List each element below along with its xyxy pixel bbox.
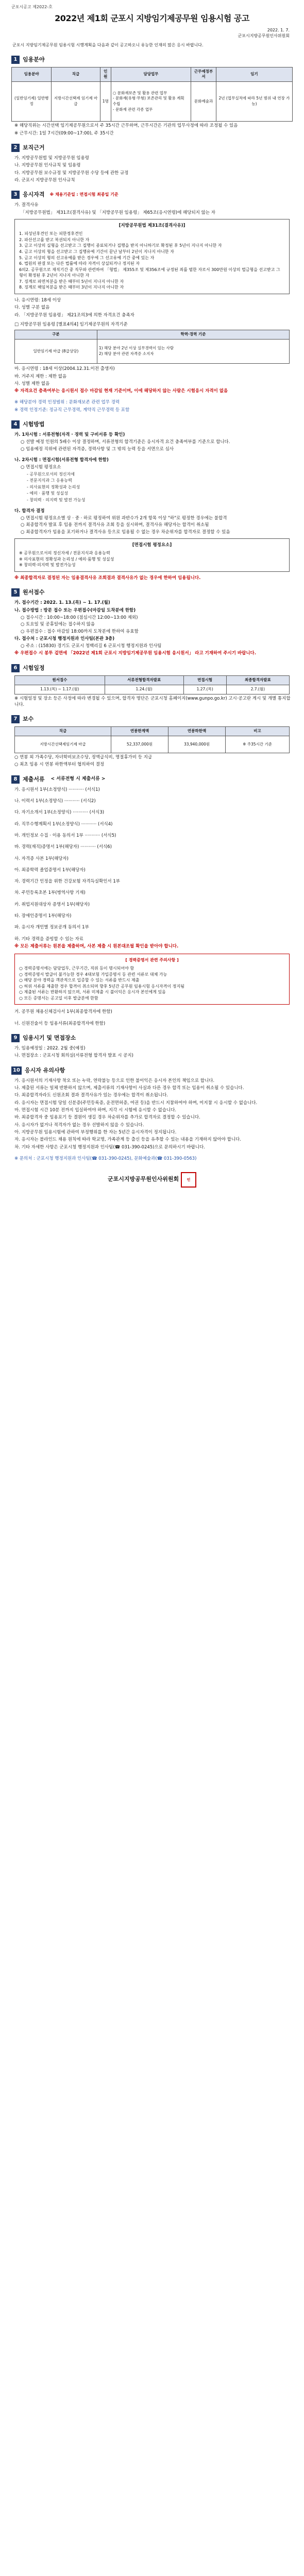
- td: 1) 해당 분야 2년 이상 실무경력이 있는 사람 2) 해당 분야 관련 자격증 소지자: [97, 340, 289, 364]
- td: 1명: [100, 82, 111, 122]
- td: 지방시간선택제 임기제 마급: [52, 82, 100, 122]
- list-item: 나. 면접장소 : 군포시청 회의실(서류전형 합격자 발표 시 공지): [14, 1053, 133, 1059]
- list-item: ○ 선발 예정 인원의 5배수 이상 결정하며, 서류전형의 합격기준은 응시자격 요건 충족여부를 기준으로 합니다.: [21, 439, 230, 445]
- list-item: 하. 기타 경력을 증빙할 수 있는 자료: [14, 936, 83, 942]
- red-note: ※ 최종합격자로 결정된 자는 임용결격사유 조회결과 결격사유가 없는 경우에 한하여 임용됩니다.: [14, 575, 201, 581]
- list-item: 가. 응시원서 1부(소정양식) ··········· (서식1): [14, 787, 100, 792]
- list-item: 가. 결격사유: [14, 202, 39, 208]
- td: 1.27.(목): [183, 685, 226, 694]
- list-item: ○ 우편접수 : 접수 마감일 18:00까지 도착분에 한하여 유효함: [21, 629, 139, 634]
- section-6: [11, 664, 293, 708]
- list-item: ○ 면접시험 평정요소별 상 · 중 · 하로 평정하여 위원 과반수가 2개 항목 이상 "하"로 평정한 경우에는 불합격: [21, 515, 227, 521]
- section-number: 1: [11, 56, 20, 64]
- section-1-header: [11, 56, 293, 64]
- box-line: 4. 금고 이상의 형을 선고받고 그 집행유예 기간이 끝난 날부터 2년이 지나지 아니한 자: [19, 249, 174, 254]
- section-6-header: [11, 664, 293, 672]
- section-2: [11, 144, 293, 183]
- list-item: 사. 성별 제한 없음: [14, 381, 50, 386]
- note: ○ 최초 임용 시 연봉 하한액부터 협의하여 결정: [14, 762, 105, 768]
- list-item: 가. 응시원서의 기재사항 착오 또는 누락, 연락불능 등으로 인한 불이익은 응시자 본인의 책임으로 합니다.: [14, 1078, 215, 1083]
- th: 연봉한계액: [111, 727, 168, 736]
- list-item: 마. 응시연령 : 18세 이상(2004.12.31.이전 출생자): [14, 366, 115, 372]
- list-item: 바. 최종합격자 중 임용포기 등 결원이 생길 경우 차순위자를 추가로 합격자로 결정할 수 있습니다.: [14, 1115, 200, 1121]
- list-item: 「지방공무원법」 제31조(결격사유) 및 「지방공무원 임용령」 제65조(응시연령)에 해당되지 않는 자: [21, 210, 215, 215]
- list-item: 거. 공무원 채용신체검사서 1부(최종합격자에 한함): [14, 1009, 112, 1015]
- list-item: 가. 임용예정일 : 2022. 2월 중(예정): [14, 1046, 86, 1052]
- list-item: 아. 지방공무원 임용시험에 관하여 부정행위를 한 자는 5년간 응시자격이 정지됩니다.: [14, 1129, 177, 1135]
- footer-sign-text: 군포시지방공무원인사위원회: [108, 1176, 179, 1183]
- notice-number: 군포시공고 제2022-호: [11, 5, 53, 9]
- list-item: 마. 면접시험 시간 10분 전까지 입실하여야 하며, 지각 시 시험에 응시할 수 없습니다.: [14, 1107, 177, 1113]
- list-item: 나. 2차시험 : 면접시험(서류전형 합격자에 한함): [14, 457, 109, 463]
- note: ○ 연봉 외 가족수당, 자녀학비보조수당, 정액급식비, 명절휴가비 등 지급: [14, 755, 153, 760]
- section-10: [11, 1066, 293, 1162]
- section-8: [11, 775, 293, 1027]
- list-item: ○ 면접시험 평정요소: [21, 465, 61, 470]
- section-number: 9: [11, 1034, 20, 1042]
- note: ※ 해당직위는 시간선택 임기제공무원으로서 주 35시간 근무하며, 근무시간은 기관의 업무사정에 따라 조정될 수 있음: [14, 123, 238, 129]
- td: 52,337,000원: [111, 736, 168, 753]
- list-item: 다. 지방공무원 보수규정 및 지방공무원 수당 등에 관한 규정: [14, 170, 129, 176]
- red-note: ※ 자격요건 충족여부는 응시원서 접수 마감일 현재 기준이며, 이에 해당하지 않는 사람은 시험응시 자격이 없음: [14, 388, 228, 394]
- notice-issuer: 군포시지방공무원인사위원회: [238, 33, 290, 39]
- section-3-header: [11, 191, 293, 199]
- list-item: ○ 토요일 및 공휴일에는 접수하지 않음: [21, 622, 95, 628]
- box-title: [지방공무원법 제31조(결격사유)]: [119, 223, 185, 228]
- section-number: 5: [11, 588, 20, 597]
- list-item: 나. 지방공무원 인사규칙 및 임용령: [14, 163, 81, 168]
- list-item: 가. 접수기간 : 2022. 1. 13.(목) ~ 1. 17.(월): [14, 600, 110, 606]
- th: 구분: [15, 330, 97, 340]
- footer-sign: [11, 1172, 293, 1188]
- box-line: ○ 모든 증명서는 공고일 이후 발급분에 한함: [19, 995, 98, 1001]
- list-item: 다. 최종합격자라도 신원조회 결과 결격사유가 있는 경우에는 합격이 취소됩니다.: [14, 1093, 168, 1098]
- disqualification-box: [14, 219, 290, 294]
- red-note: ※ 모든 제출서류는 원본을 제출하며, 사본 제출 시 원본대조필 확인을 받아야 합니다.: [14, 944, 179, 949]
- list-item: - 전문지식과 그 응용능력: [27, 478, 72, 483]
- th: 인원: [100, 67, 111, 82]
- section-number: 2: [11, 144, 20, 152]
- td: 지방시간선택제임기제 마급: [15, 736, 111, 753]
- section-3: [11, 191, 293, 413]
- list-item: ○ 최종합격자가 임용을 포기하거나 결격사유 등으로 임용될 수 없는 경우 차순위자를 합격자로 결정할 수 있음: [21, 529, 230, 535]
- section-1: [11, 56, 293, 137]
- box-line: 8. 징계로 해임처분을 받은 때부터 3년이 지나지 아니한 자: [19, 285, 124, 290]
- page-title: 2022년 제1회 군포시 지방임기제공무원 임용시험 공고: [55, 13, 249, 23]
- career-notice-box: [14, 954, 290, 1005]
- section-title: 시험일정: [23, 664, 45, 671]
- section-5-header: [11, 588, 293, 597]
- th: 연봉하한액: [168, 727, 226, 736]
- salary-table: [14, 726, 290, 753]
- section-title: 원서접수: [23, 589, 45, 596]
- box-line: ○ 허위 서류를 제출한 경우 합격이 취소되며 향후 5년간 공무원 임용시험 응시자격이 정지됨: [19, 984, 184, 989]
- section-subtitle: < 서류전형 시 제출서류 >: [50, 776, 106, 782]
- contact-note: ※ 문의처 : 군포시청 행정지원과 인사팀(☎ 031-390-0245), 문화예술과(☎ 031-390-0563): [14, 1156, 197, 1161]
- note: ※ 해당분야 경력 인정범위 : 문화재보존 관련 업무 경력: [14, 400, 120, 405]
- box-line: 6. 법원의 판결 또는 다른 법률에 따라 자격이 상실되거나 정지된 자: [19, 261, 140, 266]
- section-7-header: [11, 715, 293, 723]
- td: 1.24.(월): [105, 685, 183, 694]
- list-item: 바. 거주지 제한 : 제한 없음: [14, 374, 67, 379]
- section-number: 10: [11, 1066, 22, 1075]
- table-row: [12, 82, 293, 122]
- note: ※ 근무시간: 1일 7시간(09:00~17:00), 주 35시간: [14, 130, 114, 136]
- list-item: - 예의 · 품행 및 성실성: [27, 491, 68, 496]
- box-line: ○ 제출된 서류는 반환하지 않으며, 서류 미제출 시 불이익은 응시자 본인에게 있음: [19, 990, 166, 995]
- th: 학력·경력 기준: [97, 330, 289, 340]
- section-title: 보수: [23, 716, 34, 723]
- list-item: 바. 경력(재직)증명서 1부(해당자) ··········· (서식6): [14, 844, 112, 850]
- td: ○ 문화재보존 및 활용 관련 업무 - 문화재(유형·무형) 보존관리 및 활용 계획 수립 - 문화재 관련 각종 업무: [111, 82, 191, 122]
- official-seal-icon: 인: [181, 1172, 196, 1188]
- section-10-header: [11, 1066, 293, 1075]
- td: 문화예술과: [191, 82, 216, 122]
- recruitment-table: [11, 67, 293, 122]
- td: 1.13.(목) ~ 1.17.(월): [15, 685, 105, 694]
- th: 근무예정부서: [191, 67, 216, 82]
- box-line: ※ 의사표현의 정확성과 논리성 / 예의·품행 및 성실성: [19, 556, 114, 562]
- list-item: 자. 응시자는 블라인드 채용 원칙에 따라 학교명, 가족관계 등 출신 등을 유추할 수 있는 내용을 기재하지 않아야 합니다.: [14, 1137, 241, 1143]
- qualification-table: [14, 330, 290, 364]
- list-item: 파. 응시자 개인별 정보공개 동의서 1부: [14, 925, 89, 930]
- list-item: 너. 신원진술서 등 임용서류(최종합격자에 한함): [14, 1021, 106, 1026]
- list-item: 가. 1차시험 : 서류전형(자격 · 경력 및 구비서류 등 확인): [14, 432, 125, 438]
- note: ※ 경력 인정기준: 정규직 근무경력, 계약직 근무경력 등 포함: [14, 407, 130, 413]
- section-8-header: [11, 775, 293, 784]
- list-item: 자. 경력기간 인정을 위한 건강보험 자격득실확인서 1부: [14, 879, 120, 885]
- list-item: - 의사표현의 정확성과 논리성: [27, 484, 80, 489]
- section-number: 3: [11, 191, 20, 199]
- list-item: ○ 임용예정 직위에 관련된 자격증, 경력사항 및 그 밖의 능력 등을 서면으로 심사: [21, 446, 174, 452]
- section-9: [11, 1034, 293, 1059]
- th: 최종합격자발표: [226, 675, 289, 685]
- table-row: [15, 685, 290, 694]
- section-number: 4: [11, 420, 20, 429]
- section-4-header: [11, 420, 293, 429]
- box-line: 3. 금고 이상의 실형을 선고받고 그 집행이 종료되거나 집행을 받지 아니하기로 확정된 후 5년이 지나지 아니한 자: [19, 243, 222, 248]
- td: (일반임기제) 일반행정: [12, 82, 52, 122]
- box-line: ○ 경력증명서에는 담당업무, 근무기간, 직위 등이 명시되어야 함: [19, 965, 134, 971]
- section-number: 8: [11, 775, 20, 784]
- list-item: ○ 최종합격자 발표 후 임용 전까지 결격사유 조회 등을 실시하며, 결격사유 해당자는 합격이 취소됨: [21, 522, 209, 528]
- section-5: [11, 588, 293, 657]
- box-line: 5. 금고 이상의 형의 선고유예를 받은 경우에 그 선고유예 기간 중에 있는 자: [19, 255, 155, 260]
- list-item: 라. 직무수행계획서 1부(소정양식) ··········· (서식4): [14, 821, 113, 827]
- interview-box: [14, 538, 290, 572]
- section-number: 7: [11, 715, 20, 723]
- section-number: 6: [11, 664, 20, 672]
- td: 일반임기제 마급 (8급상당): [15, 340, 97, 364]
- notice-date: 2022. 1. 7.: [267, 27, 290, 32]
- red-note: ※ 우편접수 시 봉투 겉면에 「2022년 제1회 군포시 지방임기제공무원 임용시험 응시원서」 라고 기재하여 주시기 바랍니다.: [14, 651, 256, 656]
- box-line: 2. 파산선고를 받고 복권되지 아니한 자: [19, 237, 90, 242]
- th: 직급: [52, 67, 100, 82]
- section-title: 제출서류: [23, 775, 45, 783]
- box-line: ○ 경력증명서 발급이 불가능한 경우 4대보험 가입증명서 등 관련 서류로 대체 가능: [19, 972, 167, 977]
- box-line: 1. 피성년후견인 또는 피한정후견인: [19, 231, 83, 236]
- td: 2.7.(월): [226, 685, 289, 694]
- list-item: 다. 자기소개서 1부(소정양식) ··········· (서식3): [14, 810, 105, 816]
- list-item: 차. 기타 자세한 사항은 군포시청 행정지원과 인사팀(☎ 031-390-0245)으로 문의하시기 바랍니다.: [14, 1144, 205, 1150]
- list-item: ○ 접수시간 : 10:00~18:00 (점심시간 12:00~13:00 제외): [21, 615, 138, 620]
- list-item: 다. 성별 구분 없음: [14, 305, 50, 311]
- qualification-table-title: □ 지방공무원 임용령 [별표4의4] 임기제공무원의 자격기준: [14, 322, 128, 327]
- list-item: 사. 자격증 사본 1부(해당자): [14, 856, 69, 861]
- list-item: 라. 군포시 지방공무원 인사규칙: [14, 177, 75, 183]
- box-line: 7. 징계로 파면처분을 받은 때부터 5년이 지나지 아니한 자: [19, 279, 124, 284]
- list-item: 라. 응시자는 면접시험 당일 신분증(주민등록증, 운전면허증, 여권 등)을 반드시 지참하여야 하며, 미지참 시 응시할 수 없습니다.: [14, 1100, 258, 1106]
- box-title: [면접시험 평정요소]: [132, 542, 172, 548]
- th: 임기: [216, 67, 292, 82]
- intro-text: 군포시 지방임기제공무원 임용시험 시행계획을 다음과 같이 공고하오니 유능한 인재의 많은 응시 바랍니다.: [12, 42, 204, 47]
- box-title: [ 경력증명서 관련 주의사항 ]: [125, 958, 179, 963]
- td: 33,940,000원: [168, 736, 226, 753]
- box-line: ※ 공무원으로서의 정신자세 / 전문지식과 응용능력: [19, 551, 110, 556]
- section-title: 응시자격: [23, 191, 45, 198]
- list-item: 나. 접수방법 : 방문 접수 또는 우편접수(마감일 도착분에 한함): [14, 607, 136, 613]
- list-item: 아. 최종학력 졸업증명서 1부(해당자): [14, 867, 86, 873]
- th: 서류전형합격자발표: [105, 675, 183, 685]
- list-item: ○ 주소 : (15830) 경기도 군포시 청백리길 6 군포시청 행정지원과 인사팀: [21, 643, 162, 649]
- list-item: 다. 접수처 : 군포시청 행정지원과 인사팀(본관 3층): [14, 636, 115, 641]
- table-row: [15, 340, 290, 364]
- section-title: 임용시기 및 면접장소: [23, 1035, 76, 1042]
- list-item: - 창의력 · 의지력 및 발전 가능성: [27, 498, 86, 502]
- th: 비고: [226, 727, 290, 736]
- th: 임용분야: [12, 67, 52, 82]
- section-2-header: [11, 144, 293, 152]
- th: 직급: [15, 727, 111, 736]
- box-line: 6의2. 공무원으로 재직기간 중 직무와 관련하여 「형법」 제355조 및 제356조에 규정된 죄를 범한 자로서 300만원 이상의 벌금형을 선고받고 그 형이 확정된 후 2년이 지나지 아니한 자: [19, 267, 280, 278]
- th: 면접시험: [183, 675, 226, 685]
- list-item: 마. 개인정보 수집 · 이용 동의서 1부 ··········· (서식5): [14, 833, 116, 838]
- section-title: 시험방법: [23, 421, 45, 428]
- list-item: 카. 취업지원대상자 증명서 1부(해당자): [14, 902, 90, 907]
- list-item: 차. 주민등록초본 1부(병역사항 기재): [14, 890, 86, 896]
- table-row: [15, 736, 290, 753]
- box-line: ※ 창의력·의지력 및 발전가능성: [19, 563, 76, 568]
- list-item: 나. 이력서 1부(소정양식) ··········· (서식2): [14, 798, 96, 804]
- section-4: [11, 420, 293, 581]
- section-title: 응시자 유의사항: [25, 1066, 65, 1074]
- list-item: 타. 장애인증명서 1부(해당자): [14, 913, 72, 919]
- note: ※ 시험일정 및 장소 등은 사정에 따라 변경될 수 있으며, 합격자 명단은 군포시청 홈페이지(www.gunpo.go.kr) 고시·공고란 게시 및 개별 통지합니다.: [14, 696, 291, 707]
- td: 2년 (업무실적에 따라 5년 범위 내 연장 가능): [216, 82, 292, 122]
- criteria-note: ※ 채용기준일 : 면접시험 최종일 기준: [49, 192, 119, 197]
- section-title: 보직근거: [23, 144, 45, 151]
- box-line: ○ 해당 분야 경력을 객관적으로 입증할 수 있는 서류를 반드시 제출: [19, 978, 140, 983]
- list-item: 가. 지방공무원법 및 지방공무원 임용령: [14, 155, 89, 161]
- list-item: 사. 응시자가 없거나 적격자가 없는 경우 선발하지 않을 수 있습니다.: [14, 1122, 144, 1128]
- list-item: 나. 제출된 서류는 일체 반환하지 않으며, 제출서류의 기재사항이 사실과 다른 경우 합격 또는 임용이 취소될 수 있습니다.: [14, 1086, 244, 1091]
- list-item: 라. 「지방공무원 임용령」 제21조의3에 의한 자격요건 충족자: [14, 312, 134, 318]
- section-title: 임용분야: [23, 56, 45, 63]
- th: 원서접수: [15, 675, 105, 685]
- list-item: 나. 응시연령: 18세 이상: [14, 298, 61, 303]
- section-9-header: [11, 1034, 293, 1042]
- schedule-table: [14, 675, 290, 694]
- eval-title: 다. 합격자 결정: [14, 508, 45, 514]
- section-7: [11, 715, 293, 768]
- td: ※ 주35시간 기준: [226, 736, 290, 753]
- th: 담당업무: [111, 67, 191, 82]
- list-item: - 공무원으로서의 정신자세: [27, 471, 75, 477]
